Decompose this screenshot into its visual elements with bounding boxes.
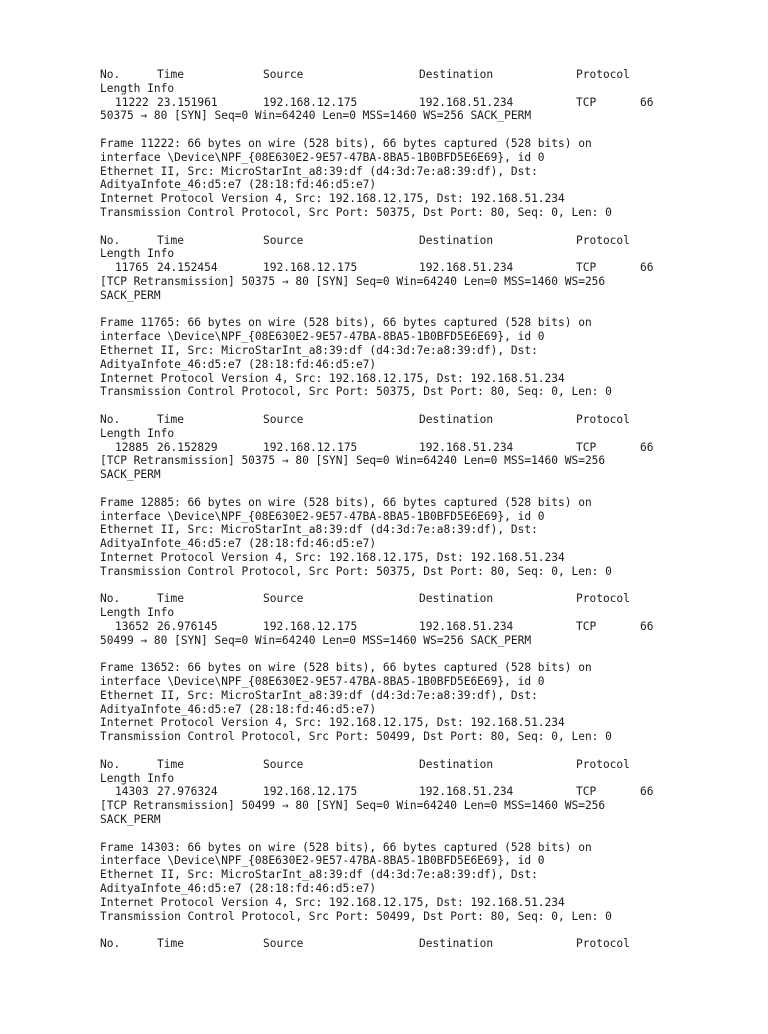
packet-time: 26.152829: [157, 440, 218, 454]
header-time: Time: [157, 68, 184, 81]
header-time: Time: [157, 412, 184, 426]
header-protocol: Protocol: [576, 757, 630, 771]
column-header-row: [100, 413, 720, 427]
header-protocol: Protocol: [576, 412, 630, 426]
packet-length: 66: [640, 261, 654, 275]
header-source: Source: [263, 68, 304, 81]
header-protocol: Protocol: [576, 592, 630, 606]
header-destination: Destination: [419, 757, 494, 771]
packet-summary: [100, 413, 720, 482]
packet-destination: 192.168.51.234: [419, 261, 514, 275]
packet-length: 66: [640, 95, 654, 109]
packet-entry: [100, 937, 720, 951]
packet-info: 50499 → 80 [SYN] Seq=0 Win=64240 Len=0 MSS=1460 WS=256 SACK_PERM: [100, 633, 532, 647]
header-no: No.: [100, 68, 121, 81]
header-source: Source: [263, 757, 304, 771]
packet-capture-document: [100, 68, 720, 951]
packet-details: Frame 11765: 66 bytes on wire (528 bits), 66 bytes captured (528 bits) on interface \Device\NPF_{08E630E2-9E57-47BA-8BA5-1B0BFD5E6E69}, id 0 Ethernet II, Src: MicroStarInt_a8:39:df (d4:3d:7e:a8:39:df), Dst: AdityaInfote_46:d5:e7 (28:18:fd:46:d5:e7) Internet Protocol Version 4, Src: 192.168.12.175, Dst: 192.168.51.234 Transmission Control Protocol, Src Port: 50375, Dst Port: 80, Seq: 0, Len: 0: [100, 316, 612, 399]
packet-time: 23.151961: [157, 95, 218, 109]
header-destination: Destination: [419, 412, 494, 426]
column-header-row: [100, 758, 720, 772]
header-no: No.: [100, 592, 121, 606]
header-destination: Destination: [419, 592, 494, 606]
header-no: No.: [100, 757, 121, 771]
packet-source: 192.168.12.175: [263, 261, 358, 275]
header-time: Time: [157, 937, 184, 951]
column-header-row: [100, 68, 720, 82]
packet-protocol: TCP: [576, 785, 597, 799]
packet-entry: [100, 68, 720, 220]
packet-row: [100, 620, 720, 634]
header-time: Time: [157, 592, 184, 606]
packet-entry: [100, 592, 720, 744]
header-time: Time: [157, 757, 184, 771]
packet-no: 11222: [115, 95, 149, 109]
packet-no: 13652: [115, 619, 149, 633]
header-length-info: Length Info: [100, 771, 175, 785]
packet-time: 26.976145: [157, 619, 218, 633]
header-destination: Destination: [419, 937, 494, 951]
packet-time: 24.152454: [157, 261, 218, 275]
packet-protocol: TCP: [576, 440, 597, 454]
packet-source: 192.168.12.175: [263, 619, 358, 633]
packet-row: [100, 441, 720, 455]
header-protocol: Protocol: [576, 937, 630, 951]
packet-row: [100, 96, 720, 110]
packet-length: 66: [640, 440, 654, 454]
header-source: Source: [263, 937, 304, 951]
packet-destination: 192.168.51.234: [419, 95, 514, 109]
header-length-info: Length Info: [100, 247, 175, 261]
header-length-info: Length Info: [100, 606, 175, 620]
packet-source: 192.168.12.175: [263, 785, 358, 799]
header-no: No.: [100, 937, 121, 951]
header-protocol: Protocol: [576, 68, 630, 81]
packet-summary: [100, 68, 720, 123]
packet-summary: [100, 592, 720, 647]
packet-summary: [100, 758, 720, 827]
header-destination: Destination: [419, 68, 494, 81]
packet-no: 14303: [115, 785, 149, 799]
packet-summary: [100, 234, 720, 303]
packet-details: Frame 12885: 66 bytes on wire (528 bits), 66 bytes captured (528 bits) on interface \Device\NPF_{08E630E2-9E57-47BA-8BA5-1B0BFD5E6E69}, id 0 Ethernet II, Src: MicroStarInt_a8:39:df (d4:3d:7e:a8:39:df), Dst: AdityaInfote_46:d5:e7 (28:18:fd:46:d5:e7) Internet Protocol Version 4, Src: 192.168.12.175, Dst: 192.168.51.234 Transmission Control Protocol, Src Port: 50375, Dst Port: 80, Seq: 0, Len: 0: [100, 495, 612, 578]
packet-protocol: TCP: [576, 619, 597, 633]
packet-time: 27.976324: [157, 785, 218, 799]
packet-destination: 192.168.51.234: [419, 619, 514, 633]
packet-destination: 192.168.51.234: [419, 440, 514, 454]
packet-no: 11765: [115, 261, 149, 275]
packet-source: 192.168.12.175: [263, 95, 358, 109]
header-source: Source: [263, 592, 304, 606]
packet-row: [100, 261, 720, 275]
packet-info: 50375 → 80 [SYN] Seq=0 Win=64240 Len=0 MSS=1460 WS=256 SACK_PERM: [100, 109, 532, 123]
column-header-row: [100, 234, 720, 248]
header-source: Source: [263, 412, 304, 426]
packet-source: 192.168.12.175: [263, 440, 358, 454]
packet-details: Frame 13652: 66 bytes on wire (528 bits), 66 bytes captured (528 bits) on interface \Device\NPF_{08E630E2-9E57-47BA-8BA5-1B0BFD5E6E69}, id 0 Ethernet II, Src: MicroStarInt_a8:39:df (d4:3d:7e:a8:39:df), Dst: AdityaInfote_46:d5:e7 (28:18:fd:46:d5:e7) Internet Protocol Version 4, Src: 192.168.12.175, Dst: 192.168.51.234 Transmission Control Protocol, Src Port: 50499, Dst Port: 80, Seq: 0, Len: 0: [100, 661, 612, 744]
header-no: No.: [100, 412, 121, 426]
header-time: Time: [157, 233, 184, 247]
packet-entry: [100, 234, 720, 400]
column-header-row: [100, 592, 720, 606]
packet-info: [TCP Retransmission] 50499 → 80 [SYN] Seq=0 Win=64240 Len=0 MSS=1460 WS=256 SACK_PERM: [100, 799, 606, 827]
packet-row: [100, 785, 720, 799]
packet-protocol: TCP: [576, 95, 597, 109]
packet-length: 66: [640, 785, 654, 799]
packet-destination: 192.168.51.234: [419, 785, 514, 799]
packet-info: [TCP Retransmission] 50375 → 80 [SYN] Seq=0 Win=64240 Len=0 MSS=1460 WS=256 SACK_PERM: [100, 274, 606, 302]
packet-entry: [100, 758, 720, 924]
packet-details: Frame 14303: 66 bytes on wire (528 bits), 66 bytes captured (528 bits) on interface \Device\NPF_{08E630E2-9E57-47BA-8BA5-1B0BFD5E6E69}, id 0 Ethernet II, Src: MicroStarInt_a8:39:df (d4:3d:7e:a8:39:df), Dst: AdityaInfote_46:d5:e7 (28:18:fd:46:d5:e7) Internet Protocol Version 4, Src: 192.168.12.175, Dst: 192.168.51.234 Transmission Control Protocol, Src Port: 50499, Dst Port: 80, Seq: 0, Len: 0: [100, 840, 612, 923]
header-length-info: Length Info: [100, 81, 175, 95]
packet-protocol: TCP: [576, 261, 597, 275]
header-protocol: Protocol: [576, 233, 630, 247]
column-header-row: [100, 937, 720, 951]
header-source: Source: [263, 233, 304, 247]
packet-info: [TCP Retransmission] 50375 → 80 [SYN] Seq=0 Win=64240 Len=0 MSS=1460 WS=256 SACK_PERM: [100, 454, 606, 482]
packet-details: Frame 11222: 66 bytes on wire (528 bits), 66 bytes captured (528 bits) on interface \Device\NPF_{08E630E2-9E57-47BA-8BA5-1B0BFD5E6E69}, id 0 Ethernet II, Src: MicroStarInt_a8:39:df (d4:3d:7e:a8:39:df), Dst: AdityaInfote_46:d5:e7 (28:18:fd:46:d5:e7) Internet Protocol Version 4, Src: 192.168.12.175, Dst: 192.168.51.234 Transmission Control Protocol, Src Port: 50375, Dst Port: 80, Seq: 0, Len: 0: [100, 136, 612, 219]
packet-entry: [100, 413, 720, 579]
header-no: No.: [100, 233, 121, 247]
packet-no: 12885: [115, 440, 149, 454]
header-length-info: Length Info: [100, 426, 175, 440]
packet-length: 66: [640, 619, 654, 633]
header-destination: Destination: [419, 233, 494, 247]
